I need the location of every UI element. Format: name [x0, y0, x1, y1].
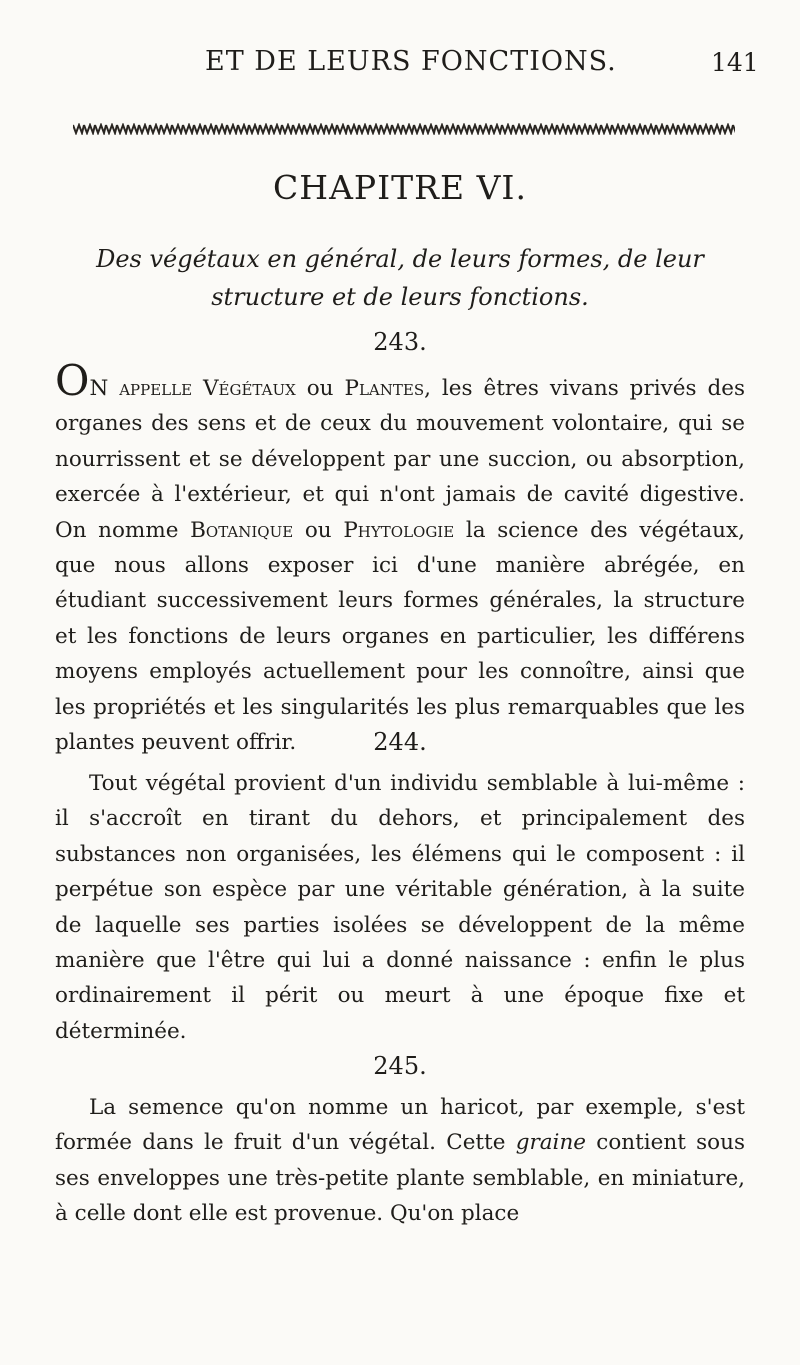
subtitle-line-2: structure et de leurs fonctions.: [211, 283, 589, 311]
drop-cap: O: [55, 356, 90, 405]
section-number-243: 243.: [373, 328, 427, 356]
chapter-title: CHAPITRE VI.: [273, 168, 527, 207]
running-head: [0, 46, 800, 86]
ornamental-rule: [73, 123, 735, 135]
term-phytologie: Phytologie: [343, 517, 455, 543]
chapter-subtitle: [70, 240, 730, 316]
paragraph-243: ON appelle Végétaux ou Plantes, les êtres vivans privés des organes des sens et de ceux du mouvement volontaire, qui se nourrissent et se développent par une succion, ou absorption, exercée à l'extérieur, et qui n'ont jamais de cavité digestive. On nomme Botanique ou Phytologie la science des végétaux, que nous allons exposer ici d'une manière abrégée, en étudiant successivement leurs formes générales, la structure et les fonctions de leurs organes en particulier, les différens moyens employés actuellement pour les connoître, ainsi que les propriétés et les singularités les plus remarquables que les plantes peuvent offrir.: [55, 356, 745, 756]
paragraph-244: Tout végétal provient d'un individu semblable à lui-même : il s'accroît en tirant du dehors, et principalement des substances non organisées, les élémens qui le composent : il perpétue son espèce par une véritable génération, à la suite de laquelle ses parties isolées se développent de la même manière que l'être qui lui a donné naissance : enfin le plus ordinairement il périt ou meurt à une époque fixe et déterminée.: [55, 771, 745, 1044]
section-number-245: 245.: [373, 1052, 427, 1080]
term-botanique: Botanique: [190, 517, 294, 543]
section-number-244: 244.: [373, 728, 427, 756]
term-vegetaux: Végétaux: [203, 376, 296, 401]
paragraph-245: La semence qu'on nomme un haricot, par exemple, s'est formée dans le fruit d'un végétal. Cette graine contient sous ses enveloppes une très-petite plante semblable, en miniature, à celle dont elle est provenue. Qu'on place: [55, 1095, 745, 1227]
term-graine: graine: [515, 1130, 587, 1156]
running-title: ET DE LEURS FONCTIONS.: [205, 46, 617, 77]
subtitle-line-1: Des végétaux en général, de leurs formes, de leur: [96, 245, 704, 273]
page-number: 141: [711, 48, 759, 77]
term-plantes: Plantes: [344, 376, 425, 401]
